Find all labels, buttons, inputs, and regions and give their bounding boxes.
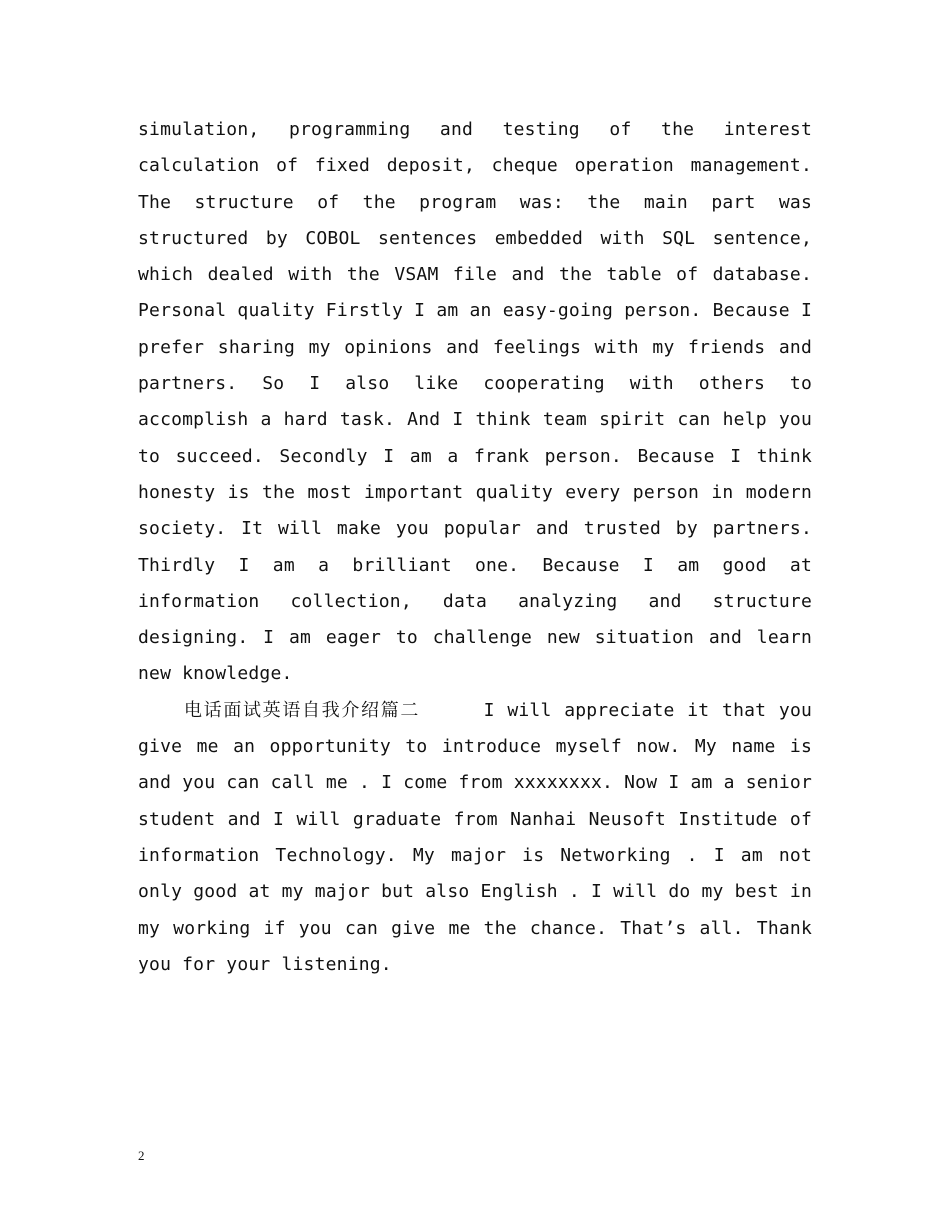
page-number: 2 [138,1148,145,1163]
document-body [138,112,812,983]
introduction-text: I will appreciate it that you give me an opportunity to introduce myself now. My name is and you can call me . I come from xxxxxxxx. Now I am a senior student and I will graduate from Nanhai Neusoft Institude of information Technology. My major is Networking . I am not only good at my major but also English . I will do my best in my working if you can give me the chance. That’s all. Thank you for your listening. [138,699,813,975]
section-heading: 电话面试英语自我介绍篇二 [184,699,421,721]
paragraph-introduction [138,693,812,983]
paragraph-personal-quality: simulation, programming and testing of the interest calculation of fixed deposit, cheque operation management. The structure of the program was: the main part was structured by COBOL sentences embedded with SQL sentence, which dealed with the VSAM file and the table of database. Personal quality Firstly I am an easy-going person. Because I prefer sharing my opinions and feelings with my friends and partners. So I also like cooperating with others to accomplish a hard task. And I think team spirit can help you to succeed. Secondly I am a frank person. Because I think honesty is the most important quality every person in modern society. It will make you popular and trusted by partners. Thirdly I am a brilliant one. Because I am good at information collection, data analyzing and structure designing. I am eager to challenge new situation and learn new knowledge. [138,119,812,685]
